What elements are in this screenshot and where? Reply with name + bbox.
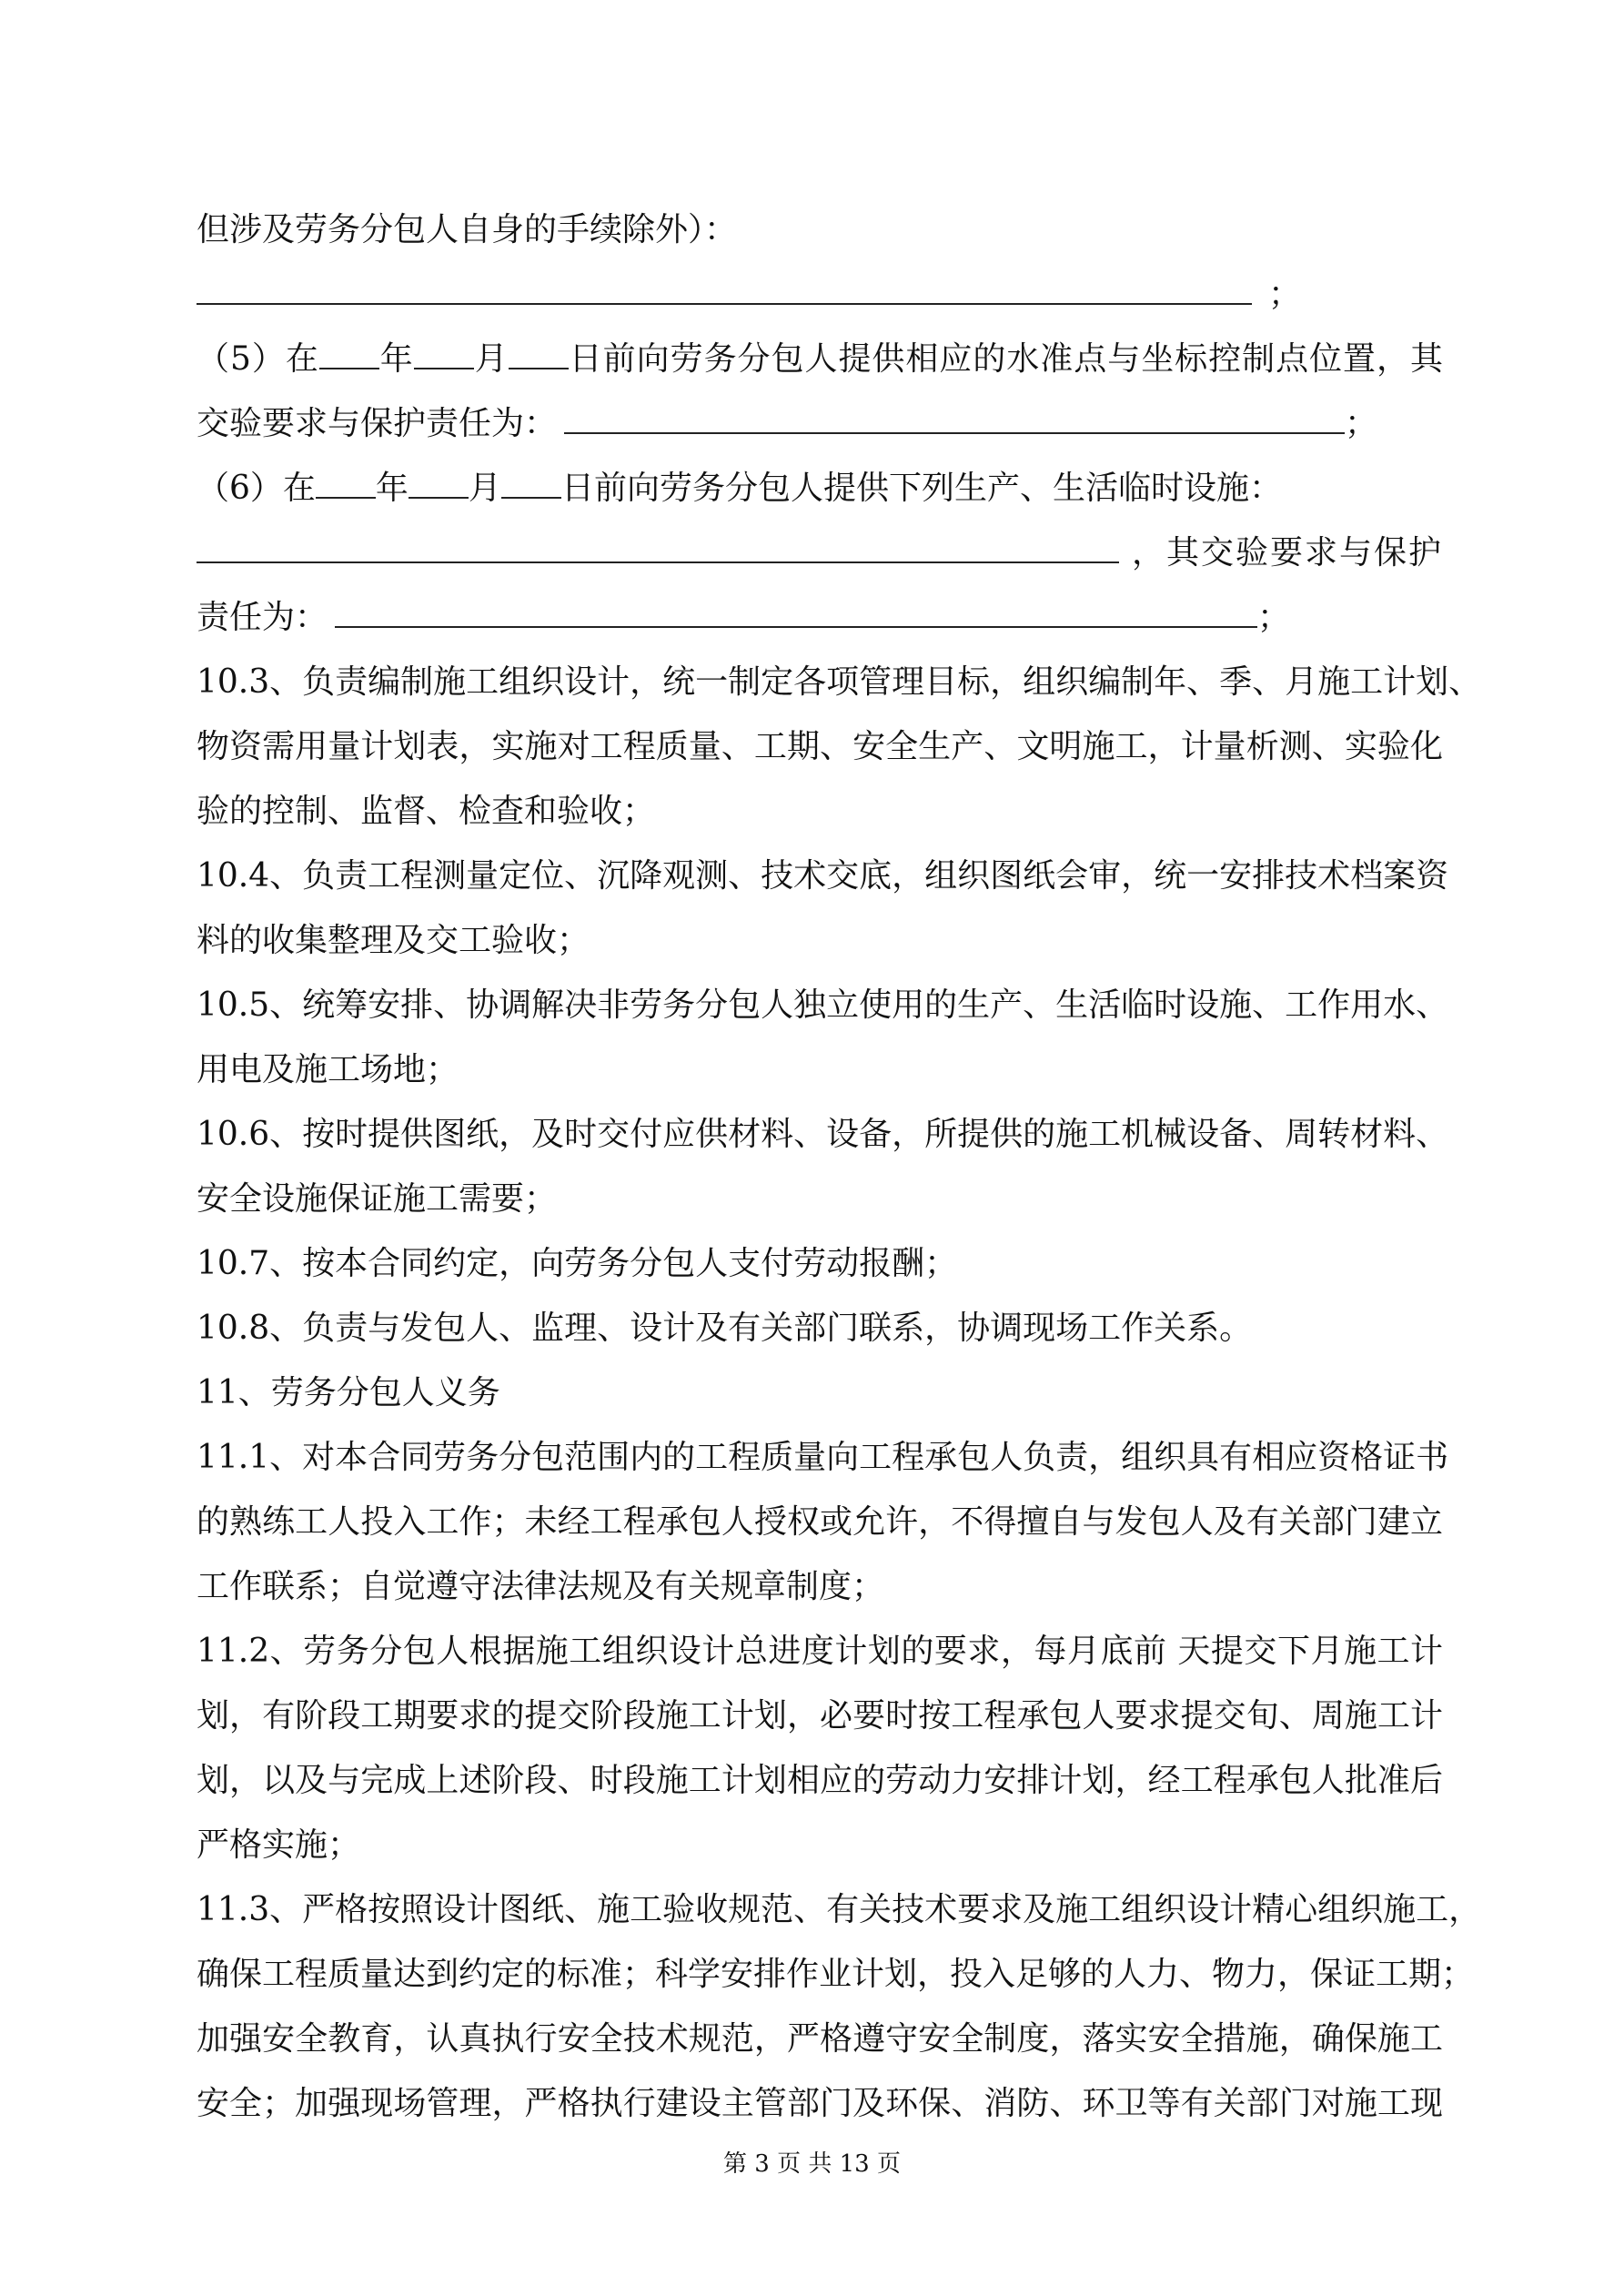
text: 年 — [378, 340, 414, 378]
text: ； — [1257, 599, 1291, 636]
day-blank[interactable] — [501, 457, 561, 499]
day-blank[interactable] — [509, 328, 569, 369]
blank-field[interactable] — [197, 263, 1252, 305]
blank-field[interactable] — [335, 586, 1257, 628]
text-line: 10.3、负责编制施工组织设计，统一制定各项管理目标，组织编制年、季、月施工计划、 — [197, 663, 1482, 701]
fill-in-line — [197, 521, 1443, 585]
text: 年 — [375, 470, 409, 507]
text: 交验要求与保护责任为： — [197, 405, 558, 442]
text-line: 验的控制、监督、检查和验收； — [197, 793, 656, 830]
text-line: 10.7、按本合同约定，向劳务分包人支付劳动报酬； — [197, 1245, 958, 1282]
page-footer: 第 3 页 共 13 页 — [723, 2150, 901, 2178]
text-line: 10.4、负责工程测量定位、沉降观测、技术交底，组织图纸会审，统一安排技术档案资 — [197, 857, 1449, 895]
fill-in-line — [197, 262, 1443, 327]
fill-in-line — [197, 327, 1443, 391]
text-line: 物资需用量计划表，实施对工程质量、工期、安全生产、文明施工，计量析测、实验化 — [197, 728, 1443, 765]
text: ； — [1345, 405, 1378, 442]
text-line: 加强安全教育，认真执行安全技术规范，严格遵守安全制度，落实安全措施，确保施工 — [197, 2020, 1443, 2058]
text-line: 料的收集整理及交工验收； — [197, 922, 590, 959]
text: ，其交验要求与保护 — [1132, 534, 1444, 571]
text: 责任为： — [197, 599, 328, 636]
text-line: 工作联系；自觉遵守法律法规及有关规章制度； — [197, 1568, 885, 1605]
text-line: 10.6、按时提供图纸，及时交付应供材料、设备，所提供的施工机械设备、周转材料、 — [197, 1116, 1449, 1153]
blank-field[interactable] — [564, 392, 1345, 434]
fill-in-line — [197, 391, 1443, 456]
text: 日前向劳务分包人提供相应的水准点与坐标控制点位置，其 — [568, 340, 1443, 378]
text-line: 划，以及与完成上述阶段、时段施工计划相应的劳动力安排计划，经工程承包人批准后 — [197, 1762, 1443, 1799]
blank-field[interactable] — [197, 521, 1119, 563]
text-line: 的熟练工人投入工作；未经工程承包人授权或允许，不得擅自与发包人及有关部门建立 — [197, 1503, 1443, 1541]
fill-in-line — [197, 585, 1443, 650]
text-line: 10.5、统筹安排、协调解决非劳务分包人独立使用的生产、生活临时设施、工作用水、 — [197, 986, 1449, 1024]
text-line: 安全设施保证施工需要； — [197, 1180, 558, 1218]
text-line: 11、劳务分包人义务 — [197, 1374, 500, 1411]
month-blank[interactable] — [414, 328, 474, 369]
fill-in-line — [197, 456, 1443, 521]
text: 月 — [473, 340, 509, 378]
text-line: 安全；加强现场管理，严格执行建设主管部门及环保、消防、环卫等有关部门对施工现 — [197, 2085, 1443, 2122]
text-line: 确保工程质量达到约定的标准；科学安排作业计划，投入足够的人力、物力，保证工期； — [197, 1956, 1475, 1993]
text-line: 划，有阶段工期要求的提交阶段施工计划，必要时按工程承包人要求提交旬、周施工计 — [197, 1697, 1443, 1735]
text: （6）在 — [197, 470, 316, 507]
text: 日前向劳务分包人提供下列生产、生活临时设施： — [560, 470, 1282, 507]
year-blank[interactable] — [319, 328, 379, 369]
year-blank[interactable] — [316, 457, 376, 499]
text-line: 11.3、严格按照设计图纸、施工验收规范、有关技术要求及施工组织设计精心组织施工， — [197, 1891, 1482, 1928]
text-line: 严格实施； — [197, 1826, 361, 1864]
text-line: 用电及施工场地； — [197, 1051, 459, 1088]
text-line: 10.8、负责与发包人、监理、设计及有关部门联系，协调现场工作关系。 — [197, 1310, 1253, 1347]
text-line: 11.2、劳务分包人根据施工组织设计总进度计划的要求，每月底前 天提交下月施工计 — [197, 1633, 1443, 1670]
text-line: 11.1、对本合同劳务分包范围内的工程质量向工程承包人负责，组织具有相应资格证书 — [197, 1439, 1449, 1476]
text: 月 — [468, 470, 501, 507]
text-line: 但涉及劳务分包人自身的手续除外）： — [197, 211, 738, 248]
text: ； — [1268, 276, 1302, 313]
text: （5）在 — [197, 340, 319, 378]
month-blank[interactable] — [409, 457, 469, 499]
